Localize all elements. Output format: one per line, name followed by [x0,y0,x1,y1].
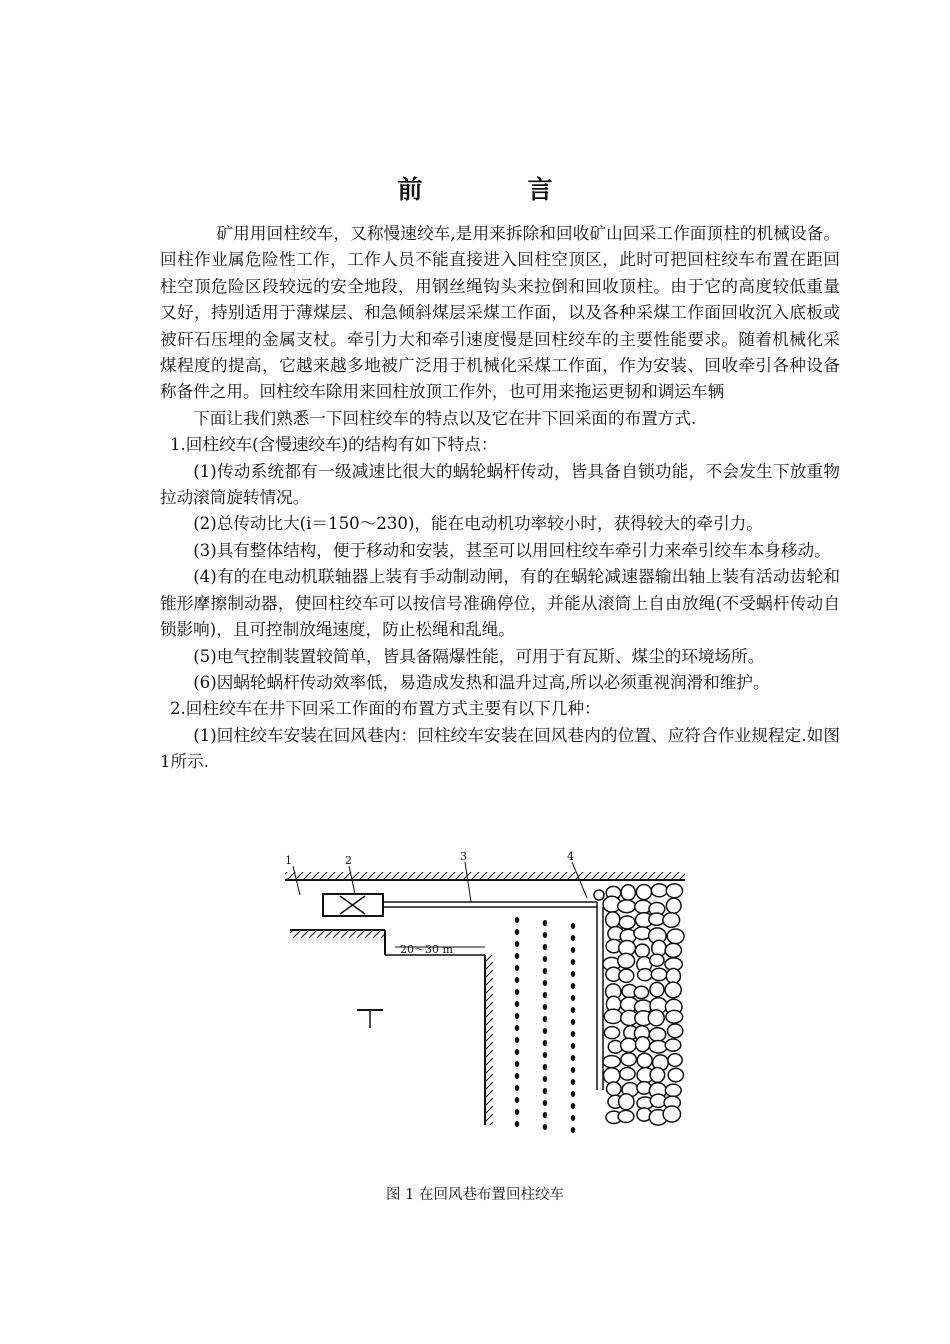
prop-dot [543,1052,548,1058]
winch-diagram [285,850,685,1145]
prop-dot [515,1049,520,1055]
rock [636,884,651,899]
figure-label-3: 3 [460,850,467,863]
rock [665,982,681,998]
rock [619,916,635,929]
prop-dot [515,1001,520,1007]
figure-label-4: 4 [567,850,574,863]
figure-label-2: 2 [345,854,352,867]
rock [663,1106,680,1122]
prop-dot [515,917,520,923]
rock [665,1039,681,1051]
prop-dot [515,977,520,983]
rock [665,943,681,957]
rock [638,969,653,981]
prop-columns [515,917,576,1133]
prop-dot [571,935,576,941]
rock [620,1067,635,1080]
rock [651,884,667,897]
figure-label-1: 1 [285,854,292,867]
page-title: 前 言 [397,175,593,204]
prop-dot [515,1121,520,1127]
prop-dot [543,1028,548,1034]
rock [618,953,635,968]
list-item: (1)回柱绞车安装在回风巷内：回柱绞车安装在回风巷内的位置、应符合作业规程定.如图1所示. [160,725,840,772]
rock [619,1094,634,1110]
rock [607,1082,621,1096]
list-item: (6)因蜗轮蜗杆传动效率低，易造成发热和温升过高,所以必须重视润滑和维护。 [193,672,770,692]
prop-dot [571,1091,576,1097]
prop-dot [515,1097,520,1103]
figure-caption: 图 1 在回风巷布置回柱绞车 [386,1187,564,1203]
rock [667,1024,682,1038]
prop-dot [543,1004,548,1010]
dimension-label: 20～30 m [400,943,453,956]
prop-dot [571,1127,576,1133]
face-wall-hatch [485,955,493,1125]
prop-dot [515,1037,520,1043]
prop-dot [543,920,548,926]
prop-dot [571,1019,576,1025]
rock [665,1084,681,1096]
prop-dot [571,959,576,965]
prop-dot [515,1013,520,1019]
prop-dot [543,980,548,986]
prop-dot [515,929,520,935]
roadway-bottom-hatch [290,930,385,938]
rock [603,1056,620,1068]
prop-dot [543,1124,548,1130]
rock [649,1028,665,1042]
prop-dot [571,947,576,953]
rock [666,884,682,898]
prop-dot [515,1109,520,1115]
prop-dot [543,1088,548,1094]
rock [648,1010,664,1026]
list-item: (4)有的在电动机联轴器上装有手动制动闸，有的在蜗轮减速器输出轴上装有活动齿轮和锥形摩擦制动器，使回柱绞车可以按信号准确停位，并能从滚筒上自由放绳(不受蜗杆传动自锁影响)，且可控制放绳速度，防止松绳和乱绳。 [160,567,840,640]
rock [637,1053,652,1068]
prop-dot [515,941,520,947]
figure-winch-layout [285,850,685,1145]
prop-dot [543,1112,548,1118]
prop-dot [515,1025,520,1031]
lead-paragraph: 下面让我们熟悉一下回柱绞车的特点以及它在井下回采面的布置方式. [193,408,697,428]
prop-dot [571,1007,576,1013]
rock [634,986,648,998]
rock [621,1053,636,1066]
rock [621,885,635,901]
rock [651,968,667,980]
prop-dot [571,1055,576,1061]
section-heading-2: 2.回柱绞车在井下回采工作面的布置方式主要有以下几种： [169,699,601,719]
prop-dot [571,1103,576,1109]
prop-dot [571,971,576,977]
prop-dot [515,1085,520,1091]
list-item: (3)具有整体结构，便于移动和安装，甚至可以用回柱绞车牵引力来牵引绞车本身移动。 [193,540,831,560]
prop-dot [543,1076,548,1082]
prop-dot [515,989,520,995]
rock [606,912,620,928]
prop-dot [515,1061,520,1067]
pulley [594,890,604,900]
roadway-top-hatch [285,872,685,880]
rock [618,900,636,913]
caved-rock-area [603,884,684,1125]
prop-dot [543,1016,548,1022]
rock [621,1038,637,1052]
rock [650,1068,665,1083]
prop-dot [571,995,576,1001]
prop-dot [571,1115,576,1121]
rock [668,1054,682,1067]
rock [635,944,649,957]
prop-dot [543,992,548,998]
prop-dot [543,1040,548,1046]
section-heading-1: 1.回柱绞车(含慢速绞车)的结构有如下特点： [169,435,498,455]
prop-dot [543,968,548,974]
rock [666,898,681,913]
list-item: (1)传动系统都有一级减速比很大的蜗轮蜗杆传动，皆具备自锁功能，不会发生下放重物拉动滚筒旋转情况。 [160,461,840,508]
rock [667,929,684,944]
prop-dot [515,1073,520,1079]
list-item: (5)电气控制装置较简单，皆具备隔爆性能，可用于有瓦斯、煤尘的环境场所。 [193,646,765,666]
list-item: (2)总传动比大(i＝150～230)，能在电动机功率较小时，获得较大的牵引力。 [193,514,763,534]
prop-dot [515,953,520,959]
prop-dot [571,1067,576,1073]
rock [650,954,664,966]
prop-dot [543,932,548,938]
prop-dot [543,944,548,950]
rock [604,1009,622,1023]
rock [663,913,680,928]
document-body [160,221,840,776]
prop-dot [515,965,520,971]
prop-dot [571,1031,576,1037]
prop-dot [571,1043,576,1049]
prop-dot [571,1079,576,1085]
prop-dot [543,1064,548,1070]
rock [668,1068,683,1081]
prop-dot [571,983,576,989]
prop-dot [543,1100,548,1106]
rock [603,1068,619,1084]
rock [618,1110,634,1122]
rock [666,1010,683,1023]
rock [636,1037,650,1052]
rock [604,1027,619,1039]
intro-paragraph: 矿用用回柱绞车，又称慢速绞车,是用来拆除和回收矿山回采工作面顶柱的机械设备。回柱作业属危险性工作，工作人员不能直接进入回柱空顶区，此时可把回柱绞车布置在距回柱空顶危险区段较远的安全地段，用钢丝绳钩头来拉倒和回收顶柱。由于它的高度较低重量又好，持别适用于薄煤层、和急倾斜煤层采煤工作面，以及各种采煤工作面回收沉入底板或被矸石压埋的金属支杖。牵引力大和牵引速度慢是回柱绞车的主要性能要求。随着机械化采煤程度的提高，它越来越多地被广泛用于机械化采煤工作面，作为安装、回收牵引各种设备称备件之用。回柱绞车除用来回柱放顶工作外，也可用来拖运更韧和调运车辆 [160,224,840,402]
prop-dot [543,956,548,962]
rock [649,1041,667,1053]
rock [619,969,634,982]
rock [650,982,664,996]
prop-dot [571,923,576,929]
